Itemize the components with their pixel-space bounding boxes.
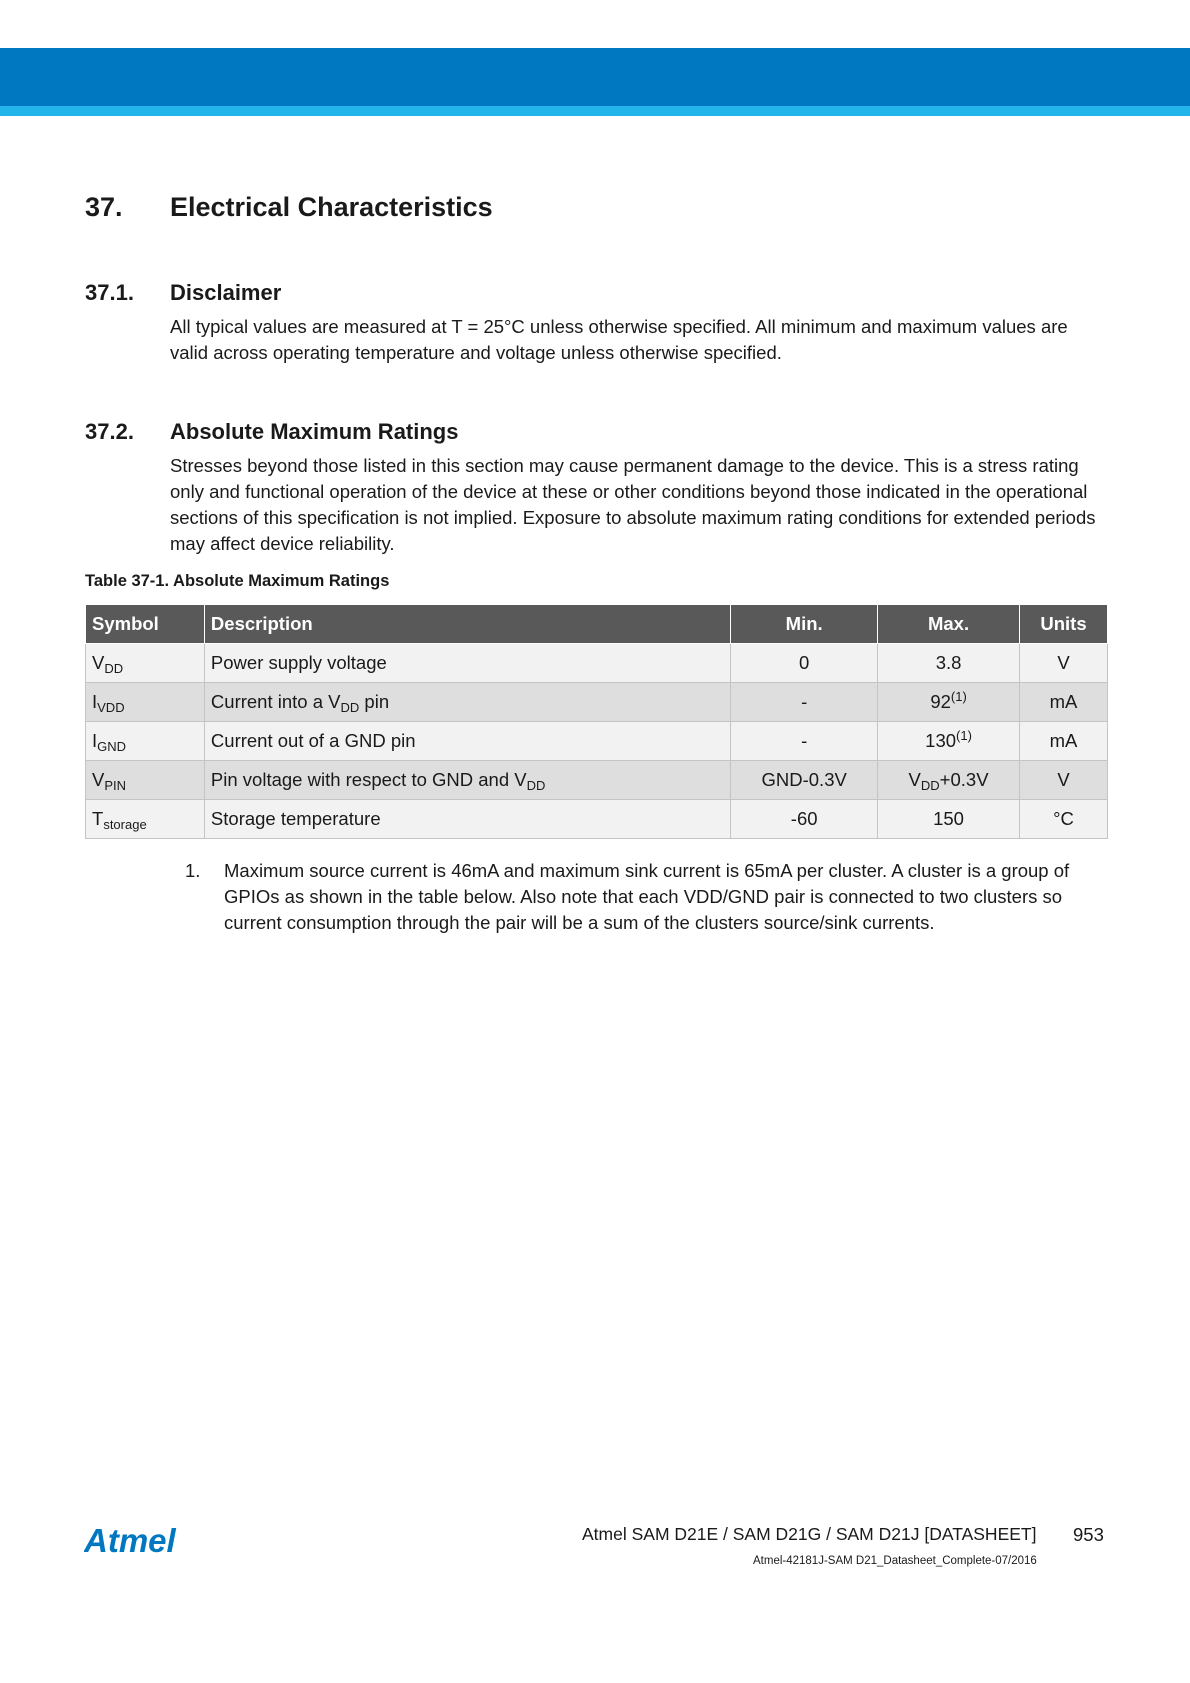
table-row (86, 800, 1108, 839)
cell-description: Pin voltage with respect to GND and $V_{DD}$ (204, 761, 730, 800)
absolute-max-paragraph: Stresses beyond those listed in this section may cause permanent damage to the device. This is a stress rating only and functional operation of the device at these or other conditions beyond those indicated in the operational sections of this specification is not implied. Exposure to absolute maximum rating conditions for extended periods may affect device reliability. (170, 455, 1096, 554)
table-header-row (86, 605, 1108, 644)
footnote-marker: 1. (185, 860, 201, 881)
cell-units: V (1020, 644, 1108, 683)
logo-wordmark: Atmel (84, 1522, 176, 1559)
cell-units: mA (1020, 683, 1108, 722)
cell-description: Current into a $V_{DD}$ pin (204, 683, 730, 722)
footer-document-id: Atmel-42181J-SAM D21_Datasheet_Complete-07/2016 (753, 1555, 1037, 1567)
cell-symbol: $I_{VDD}$ (86, 683, 205, 722)
chapter-heading (85, 192, 493, 223)
cell-symbol: $I_{GND}$ (86, 722, 205, 761)
cell-min: GND-0.3V (731, 761, 878, 800)
section-number: 37.2. (85, 419, 134, 444)
section-title: Absolute Maximum Ratings (170, 419, 459, 444)
section-number: 37.1. (85, 280, 134, 305)
cell-max: 92$^{(1)}$ (878, 683, 1020, 722)
cell-min: - (731, 722, 878, 761)
cell-max: 130$^{(1)}$ (878, 722, 1020, 761)
header-description: Description (204, 605, 730, 644)
cell-max: $V_{DD}+0.3V$ (878, 761, 1020, 800)
header-max: Max. (878, 605, 1020, 644)
cell-symbol: $T_{storage}$ (86, 800, 205, 839)
chapter-number: 37. (85, 192, 123, 222)
cell-symbol: $V_{DD}$ (86, 644, 205, 683)
cell-max: 3.8 (878, 644, 1020, 683)
section-title: Disclaimer (170, 280, 282, 305)
footer-document-title: Atmel SAM D21E / SAM D21G / SAM D21J [DATASHEET] (582, 1524, 1037, 1544)
header-band (0, 48, 1190, 106)
table-footnote (185, 858, 1095, 936)
cell-min: -60 (731, 800, 878, 839)
cell-description: Storage temperature (204, 800, 730, 839)
atmel-logo (84, 1521, 200, 1561)
chapter-title: Electrical Characteristics (170, 192, 493, 222)
cell-min: - (731, 683, 878, 722)
table-caption: Table 37-1. Absolute Maximum Ratings (85, 572, 390, 590)
table-row (86, 722, 1108, 761)
cell-description: Current out of a GND pin (204, 722, 730, 761)
cell-units: V (1020, 761, 1108, 800)
footer-page-number: 953 (1073, 1524, 1104, 1545)
header-symbol: Symbol (86, 605, 205, 644)
header-units: Units (1020, 605, 1108, 644)
header-min: Min. (731, 605, 878, 644)
header-stripe (0, 106, 1190, 116)
section-heading-disclaimer (85, 280, 281, 306)
section-heading-absolute-max (85, 419, 458, 445)
cell-units: °C (1020, 800, 1108, 839)
table-row (86, 761, 1108, 800)
table-row (86, 644, 1108, 683)
table-row (86, 683, 1108, 722)
cell-units: mA (1020, 722, 1108, 761)
footnote-text: Maximum source current is 46mA and maximum sink current is 65mA per cluster. A cluster is a group of GPIOs as shown in the table below. Also note that each VDD/GND pair is connected to two clusters so current consumption through the pair will be a sum of the clusters source/sink currents. (224, 860, 1070, 933)
disclaimer-paragraph: All typical values are measured at T = 25°C unless otherwise specified. All minimum and maximum values are valid across operating temperature and voltage unless otherwise specified. (170, 316, 1068, 363)
cell-symbol: $V_{PIN}$ (86, 761, 205, 800)
absolute-max-ratings-table (85, 604, 1108, 839)
cell-min: 0 (731, 644, 878, 683)
cell-max: 150 (878, 800, 1020, 839)
cell-description: Power supply voltage (204, 644, 730, 683)
